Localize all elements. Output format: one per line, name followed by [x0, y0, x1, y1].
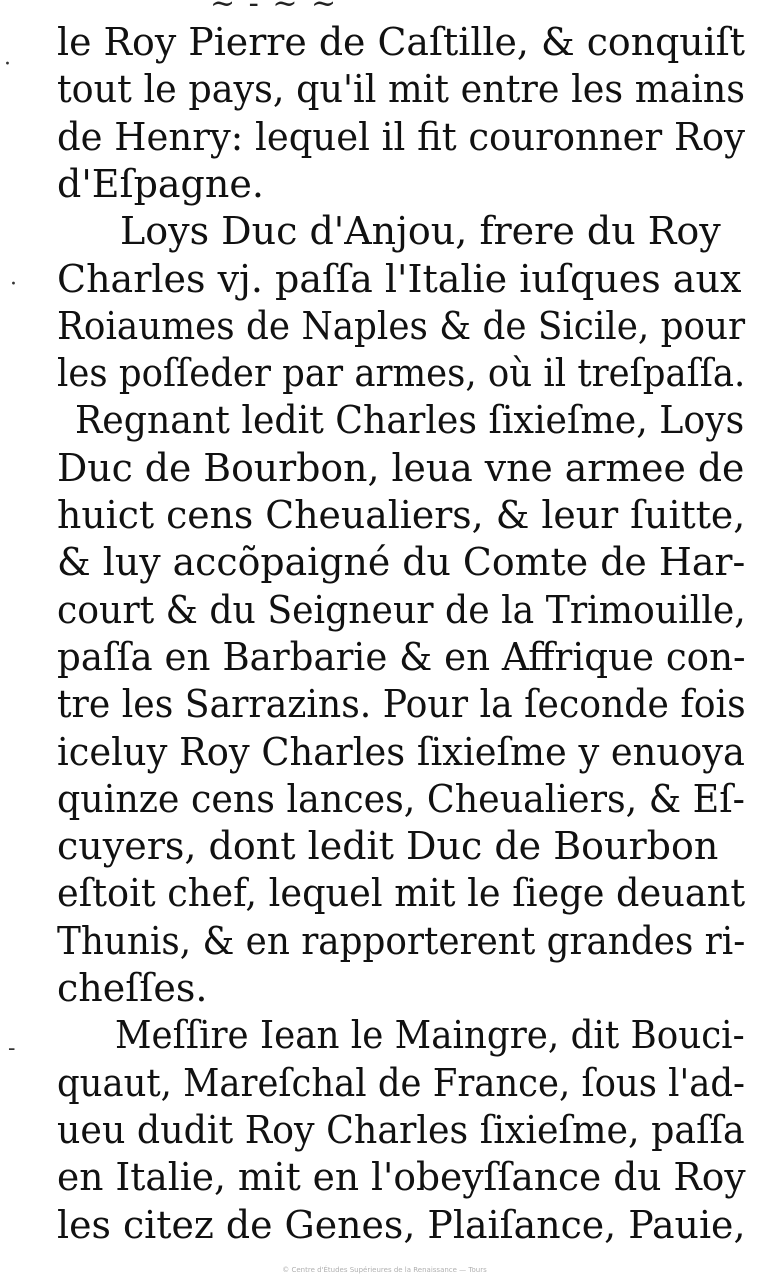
text-line: eſtoit chef, lequel mit le ſiege deuant — [57, 871, 746, 916]
page-header-fragment: ~ - ~ ~ — [210, 0, 339, 21]
text-line: tout le pays, qu'il mit entre les mains — [57, 67, 746, 112]
margin-mark: - — [8, 1036, 16, 1061]
text-line: huict cens Cheualiers, & leur ſuitte, — [57, 493, 746, 537]
margin-mark: · — [4, 52, 11, 77]
text-line: les citez de Genes, Plaiſance, Pauie, — [57, 1202, 746, 1247]
text-line: Charles vj. paſſa l'Italie iuſques aux — [57, 256, 742, 301]
text-line: les poſſeder par armes, où il treſpaſſa. — [57, 351, 746, 396]
text-line: iceluy Roy Charles ſixieſme y enuoya — [57, 729, 745, 774]
margin-mark: · — [10, 272, 17, 297]
text-line: tre les Sarrazins. Pour la ſeconde fois — [57, 682, 746, 727]
text-line: Regnant ledit Charles ſixieſme, Loys — [75, 398, 745, 443]
text-line: court & du Seigneur de la Trimouille, — [57, 587, 746, 632]
text-line: Duc de Bourbon, leua vne armee de — [57, 445, 745, 490]
text-line: de Henry: lequel il fit couronner Roy — [57, 114, 745, 159]
text-line: & luy accõpaigné du Comte de Har- — [57, 540, 746, 585]
text-line: ueu dudit Roy Charles ſixieſme, paſſa — [57, 1107, 745, 1152]
text-line: cheſſes. — [57, 966, 208, 1010]
text-line: d'Eſpagne. — [57, 161, 264, 206]
text-line: en Italie, mit en l'obeyſſance du Roy — [57, 1155, 746, 1200]
text-line: quaut, Mareſchal de France, ſous l'ad- — [57, 1060, 745, 1105]
text-line: Loys Duc d'Anjou, frere du Roy — [120, 209, 721, 254]
footer-credit: © Centre d'Études Supérieures de la Renaissance — Tours — [282, 1266, 487, 1274]
text-line: Meſſire Iean le Maingre, dit Bouci- — [115, 1013, 745, 1058]
text-line: Roiaumes de Naples & de Sicile, pour — [57, 303, 746, 348]
text-line: cuyers, dont ledit Duc de Bourbon — [57, 824, 719, 869]
text-line: paſſa en Barbarie & en Affrique con- — [57, 634, 746, 679]
text-line: quinze cens lances, Cheualiers, & Eſ- — [57, 776, 745, 821]
text-line: Thunis, & en rapporterent grandes ri- — [57, 918, 746, 963]
text-line: le Roy Pierre de Caſtille, & conquiſt — [57, 20, 746, 64]
